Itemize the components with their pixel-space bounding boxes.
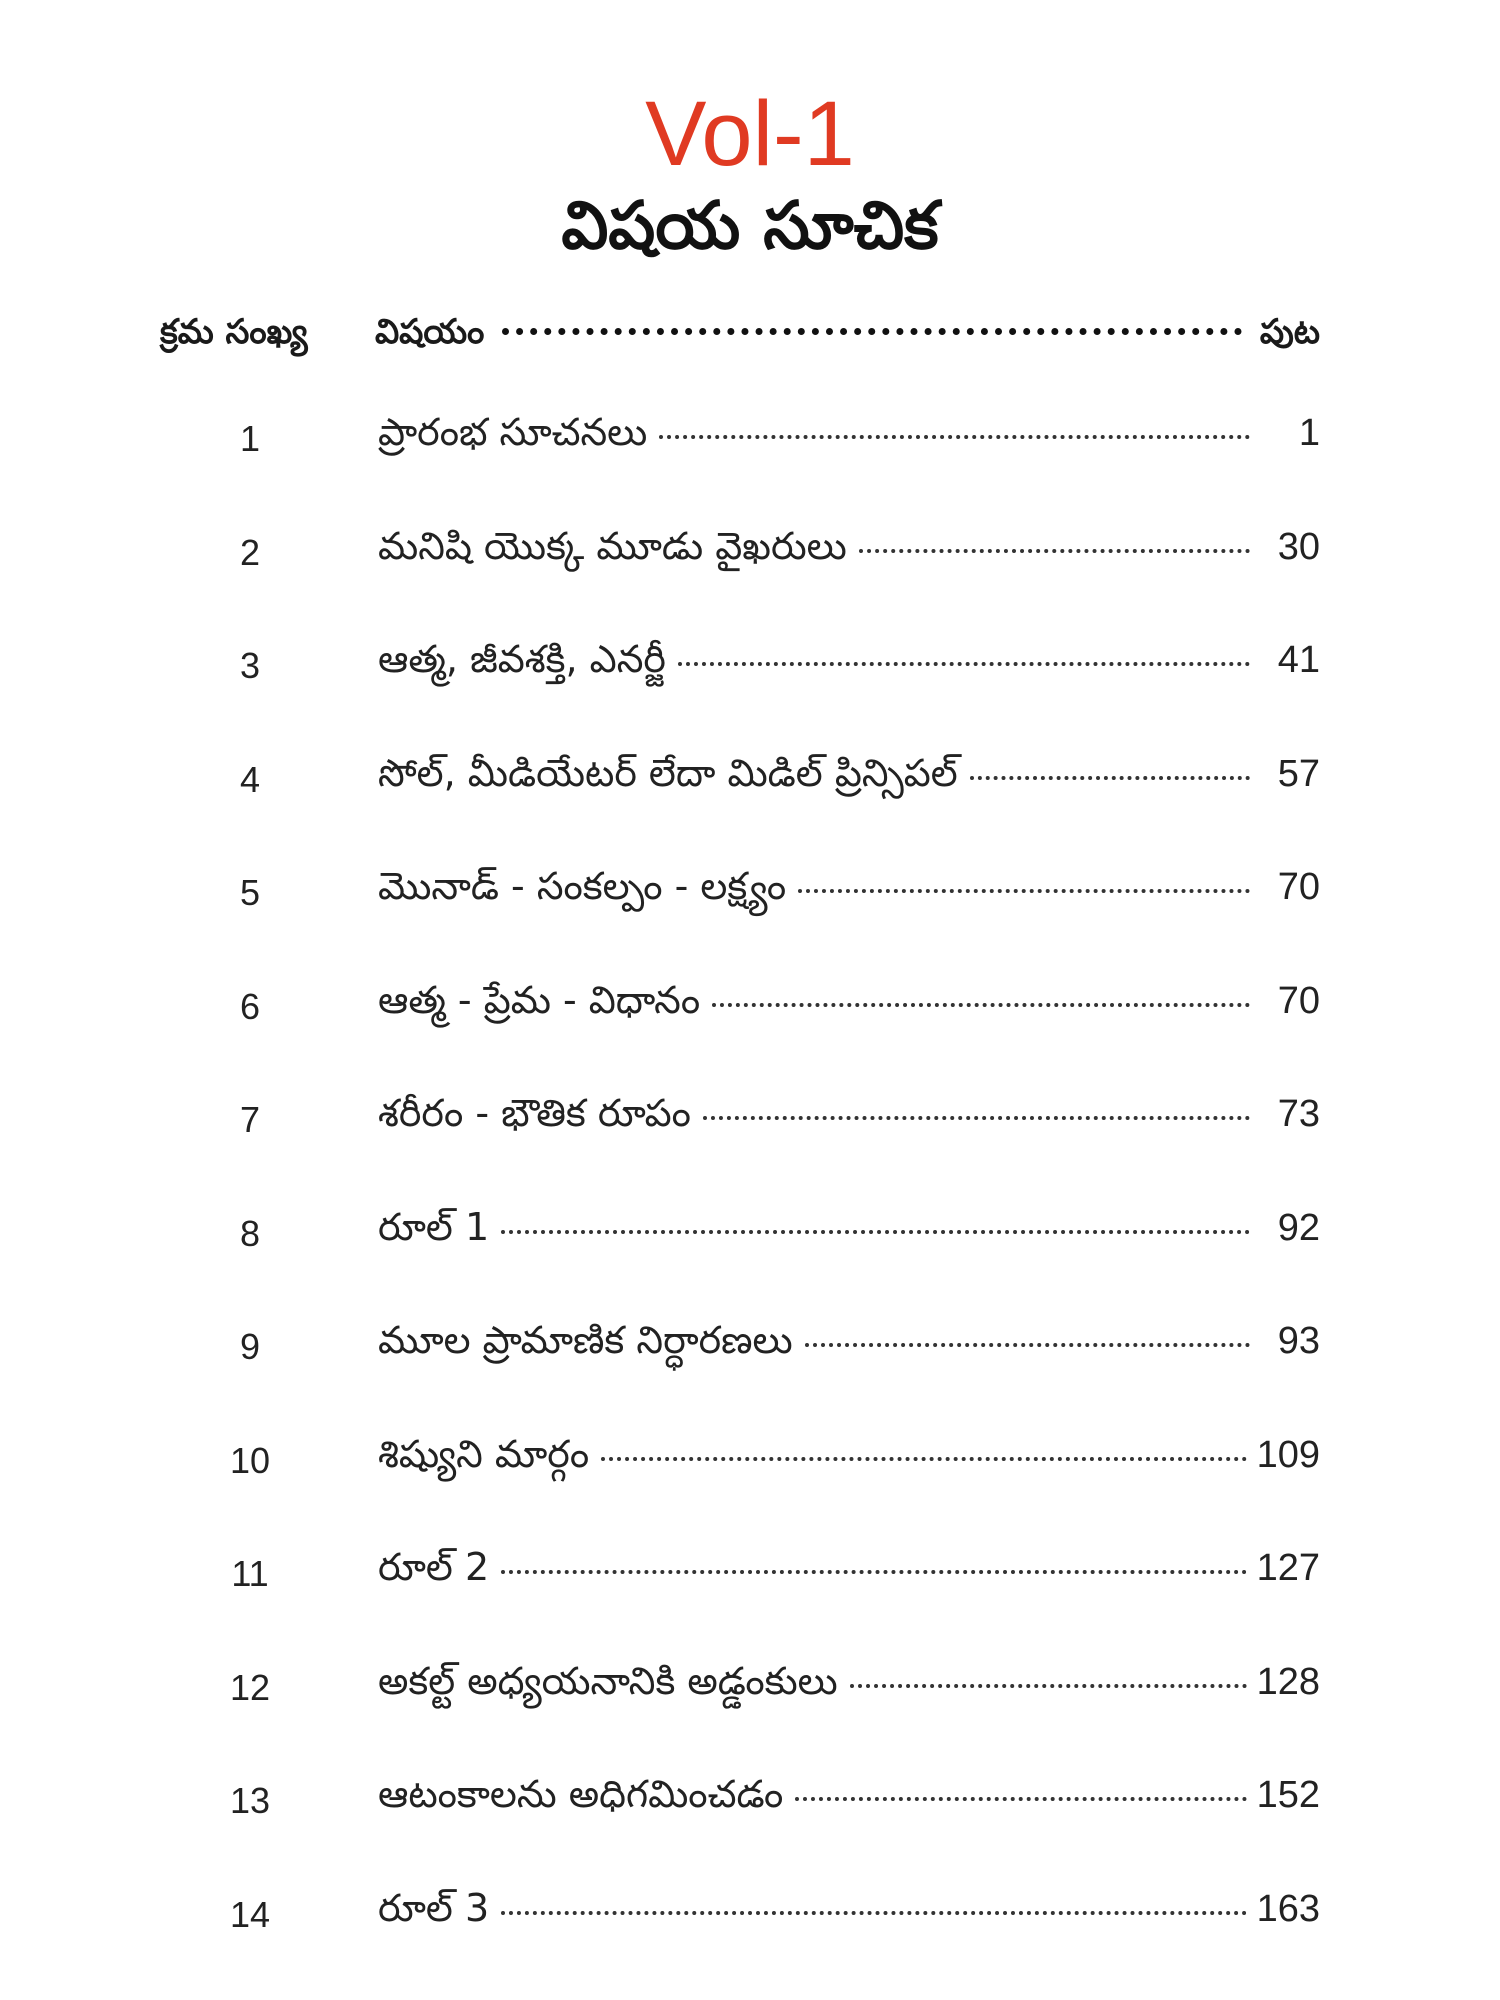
entry-page: 109 (1256, 1433, 1320, 1476)
entry-topic: అకల్ట్ అధ్యయనానికి అడ్డంకులు (378, 1658, 838, 1703)
dot-leader (859, 549, 1250, 553)
entry-page: 163 (1256, 1887, 1320, 1930)
dot-leader (501, 1570, 1246, 1574)
entry-page: 128 (1256, 1660, 1320, 1703)
entry-number: 4 (239, 758, 261, 800)
entry-number: 8 (239, 1212, 261, 1254)
toc-entry (160, 637, 1320, 751)
entry-topic: ఆటంకాలను అధిగమించడం (378, 1772, 784, 1816)
entry-number: 11 (231, 1553, 269, 1594)
dot-leader (970, 776, 1250, 780)
toc-entry (160, 1318, 1320, 1432)
entry-topic: శిష్యుని మార్గం (378, 1431, 590, 1476)
entry-page: 127 (1256, 1547, 1320, 1589)
entry-page: 92 (1277, 1206, 1320, 1249)
dot-leader (850, 1684, 1247, 1688)
entry-number: 14 (229, 1893, 271, 1935)
entry-number: 12 (229, 1666, 271, 1708)
entry-topic: శరీరం - భౌతిక రూపం (378, 1091, 691, 1135)
entry-page: 30 (1277, 525, 1320, 568)
entry-topic: మొనాడ్ - సంకల్పం - లక్ష్యం (378, 864, 787, 908)
entry-number: 13 (229, 1780, 271, 1821)
volume-title: Vol-1 (645, 83, 855, 185)
entry-number: 7 (239, 1099, 261, 1140)
entry-topic: ఆత్మ - ప్రేమ - విధానం (378, 977, 701, 1022)
toc-list (160, 410, 1320, 1999)
entry-topic: మూల ప్రామాణిక నిర్ధారణలు (378, 1318, 793, 1362)
entry-topic: రూల్ 3 (378, 1885, 490, 1930)
entry-number: 1 (239, 418, 261, 459)
dot-leader (798, 889, 1250, 893)
toc-entry (160, 410, 1320, 524)
entry-page: 93 (1277, 1320, 1320, 1362)
toc-entry (160, 1886, 1320, 2000)
dot-leader (659, 435, 1250, 439)
dot-leader (703, 1116, 1250, 1120)
toc-entry (160, 1432, 1320, 1546)
dot-leader (712, 1003, 1250, 1007)
entry-topic: రూల్ 2 (378, 1545, 490, 1589)
header-dot-leader (502, 328, 1241, 335)
toc-header (160, 312, 1320, 362)
toc-entry (160, 1659, 1320, 1773)
toc-entry (160, 1545, 1320, 1659)
dot-leader (501, 1911, 1246, 1915)
toc-entry (160, 1091, 1320, 1205)
page-title: విషయ సూచిక (561, 187, 939, 264)
entry-number: 2 (239, 531, 261, 573)
entry-number: 3 (239, 645, 261, 686)
entry-topic: ప్రారంభ సూచనలు (378, 410, 648, 454)
entry-topic: రూల్ 1 (378, 1204, 490, 1249)
entry-page: 152 (1256, 1774, 1320, 1816)
toc-entry (160, 1772, 1320, 1886)
header-topic-label: విషయం (375, 312, 485, 352)
entry-page: 1 (1298, 412, 1320, 454)
entry-page: 70 (1277, 866, 1320, 908)
toc-entry (160, 978, 1320, 1092)
entry-number: 9 (239, 1326, 261, 1367)
entry-page: 41 (1277, 639, 1320, 681)
header-page-label: పుట (1259, 312, 1320, 352)
entry-page: 70 (1277, 979, 1320, 1022)
entry-topic: మనిషి యొక్క మూడు వైఖరులు (378, 523, 847, 568)
entry-page: 57 (1277, 752, 1320, 795)
toc-entry (160, 751, 1320, 865)
entry-number: 5 (239, 872, 261, 913)
dot-leader (501, 1230, 1250, 1234)
dot-leader (805, 1343, 1250, 1347)
dot-leader (795, 1797, 1246, 1801)
entry-page: 73 (1277, 1093, 1320, 1135)
header-number-label: క్రమ సంఖ్య (160, 312, 308, 352)
toc-entry (160, 524, 1320, 638)
toc-entry (160, 1205, 1320, 1319)
entry-number: 6 (239, 985, 261, 1027)
entry-topic: ఆత్మ, జీవశక్తి, ఎనర్జీ (378, 637, 666, 681)
dot-leader (678, 662, 1250, 666)
dot-leader (601, 1457, 1247, 1461)
entry-topic: సోల్, మీడియేటర్ లేదా మిడిల్ ప్రిన్సిపల్ (378, 750, 958, 795)
entry-number: 10 (229, 1439, 271, 1481)
toc-entry (160, 864, 1320, 978)
